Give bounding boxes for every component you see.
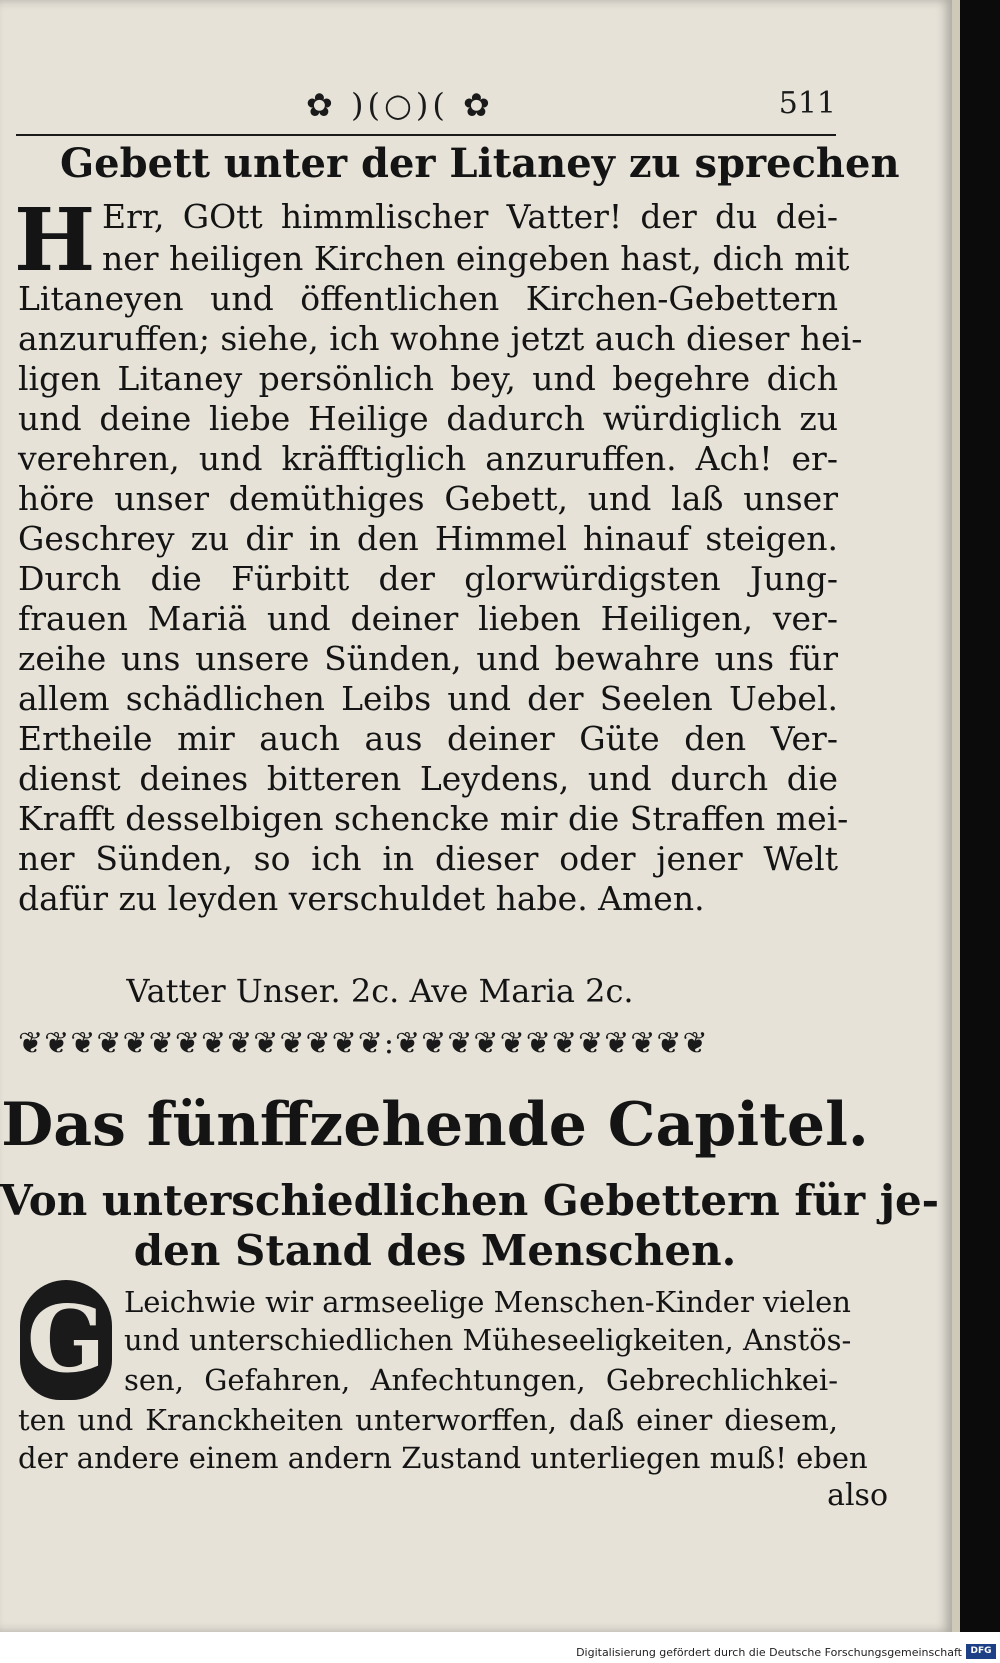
prayer-line: anzuruffen; siehe, ich wohne jetzt auch dieser hei- bbox=[18, 319, 863, 358]
chapter-subtitle-line1: Von unterschiedlichen Gebettern für je- bbox=[0, 1176, 940, 1225]
chapter-subtitle-line2: den Stand des Menschen. bbox=[133, 1226, 737, 1275]
header-ornament: ✿ )(○)( ✿ bbox=[306, 86, 494, 124]
prayer-line: ner Sünden, so ich in dieser oder jener Welt bbox=[18, 839, 838, 878]
prayer-line: zeihe uns unsere Sünden, und bewahre uns für bbox=[18, 639, 838, 678]
prayer-line: und deine liebe Heilige dadurch würdiglich zu bbox=[18, 399, 838, 438]
page-edge bbox=[952, 0, 960, 1632]
running-header bbox=[16, 86, 836, 132]
prayer-line: höre unser demüthiges Gebett, und laß unser bbox=[18, 479, 838, 518]
dropcap-g: G bbox=[20, 1280, 112, 1400]
prayer-line: Litaneyen und öffentlichen Kirchen-Gebettern bbox=[18, 279, 838, 318]
dropcap-h: H bbox=[14, 190, 96, 291]
prayer-line: Krafft desselbigen schencke mir die Straffen mei- bbox=[18, 799, 849, 838]
ornament-divider: ❦❦❦❦❦❦❦❦❦❦❦❦❦❦:❦❦❦❦❦❦❦❦❦❦❦❦ bbox=[18, 1026, 709, 1061]
prayer-line: Err, GOtt himmlischer Vatter! der du dei- bbox=[102, 197, 838, 236]
prayer-line: frauen Mariä und deiner lieben Heiligen, ver- bbox=[18, 599, 838, 638]
header-rule bbox=[16, 134, 836, 136]
prayer-closing: Vatter Unser. 2c. Ave Maria 2c. bbox=[126, 972, 634, 1010]
prayer-line: ner heiligen Kirchen eingeben hast, dich mit bbox=[102, 239, 850, 278]
chapter-line: und unterschiedlichen Müheseeligkeiten, Anstös- bbox=[124, 1323, 852, 1357]
chapter-line: ten und Kranckheiten unterworffen, daß einer diesem, bbox=[18, 1403, 838, 1437]
catchword: also bbox=[827, 1478, 888, 1513]
prayer-line: dienst deines bitteren Leydens, und durch die bbox=[18, 759, 838, 798]
chapter-line: sen, Gefahren, Anfechtungen, Gebrechlichkei- bbox=[124, 1363, 838, 1397]
page-number: 511 bbox=[778, 86, 836, 121]
chapter-line: Leichwie wir armseelige Menschen-Kinder vielen bbox=[124, 1285, 851, 1319]
prayer-line: verehren, und kräfftiglich anzuruffen. Ach! er- bbox=[18, 439, 838, 478]
prayer-title: Gebett unter der Litaney zu sprechen bbox=[60, 140, 900, 187]
prayer-line: Ertheile mir auch aus deiner Güte den Ver- bbox=[18, 719, 838, 758]
dfg-logo-icon: DFG bbox=[966, 1644, 996, 1659]
prayer-line: Geschrey zu dir in den Himmel hinauf steigen. bbox=[18, 519, 838, 558]
prayer-line: Durch die Fürbitt der glorwürdigsten Jung- bbox=[18, 559, 838, 598]
prayer-line: ligen Litaney persönlich bey, und begehre dich bbox=[18, 359, 838, 398]
chapter-title: Das fünffzehende Capitel. bbox=[1, 1090, 869, 1160]
prayer-line: allem schädlichen Leibs und der Seelen Uebel. bbox=[18, 679, 838, 718]
prayer-line: dafür zu leyden verschuldet habe. Amen. bbox=[18, 879, 705, 918]
footer-credit: Digitalisierung gefördert durch die Deutsche Forschungsgemeinschaft bbox=[576, 1646, 962, 1659]
chapter-line: der andere einem andern Zustand unterliegen muß! eben bbox=[18, 1441, 868, 1475]
